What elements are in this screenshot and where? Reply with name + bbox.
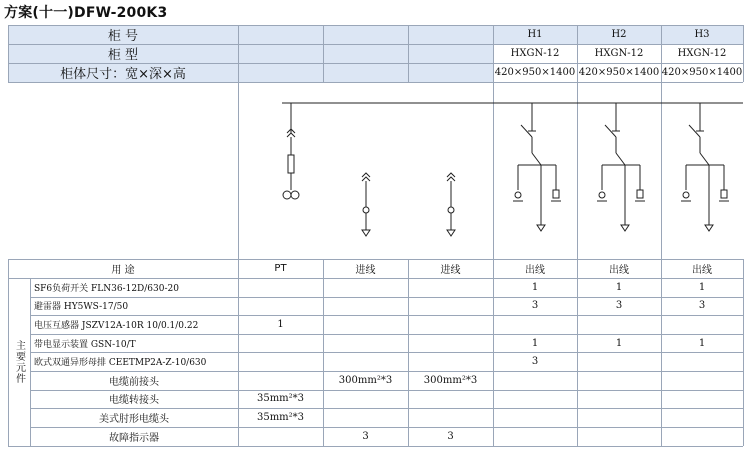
- component-value: 3: [698, 300, 706, 312]
- component-value: [577, 371, 661, 390]
- component-value: [661, 427, 743, 446]
- component-value: [408, 297, 493, 316]
- component-value: [493, 315, 577, 334]
- component-value: [493, 390, 577, 409]
- outgoing-h2-diagram: [597, 103, 645, 231]
- component-value: [661, 371, 743, 390]
- component-value: [661, 315, 743, 334]
- component-value: [238, 352, 323, 371]
- component-value: 1: [698, 337, 706, 349]
- incoming-line-2-diagram: [447, 173, 455, 236]
- component-value: [577, 315, 661, 334]
- component-value: 1: [277, 318, 284, 330]
- cabinet-no-h1: H1: [493, 25, 577, 44]
- usage-cell: 出线: [609, 265, 629, 276]
- component-value: [323, 334, 408, 353]
- pt-cabinet-diagram: [283, 103, 299, 199]
- component-value: 1: [615, 281, 623, 293]
- component-value: [493, 408, 577, 427]
- usage-cell: 进线: [355, 265, 376, 276]
- component-value: [408, 315, 493, 334]
- component-label: 避雷器 HY5WS-17/50: [34, 302, 129, 313]
- component-value: [577, 352, 661, 371]
- usage-cell: 出线: [692, 265, 712, 276]
- component-value: 3: [531, 300, 539, 312]
- component-label: 欧式双通异形母排 CEETMP2A-Z-10/630: [34, 358, 207, 369]
- component-value: 3: [531, 356, 539, 368]
- component-value: [493, 427, 577, 446]
- cabinet-type-h1: HXGN-12: [510, 48, 560, 59]
- component-value: [238, 371, 323, 390]
- component-value: [323, 390, 408, 409]
- component-label: 带电显示装置 GSN-10/T: [34, 339, 136, 350]
- component-value: [661, 390, 743, 409]
- component-value: [408, 278, 493, 297]
- component-value: [323, 408, 408, 427]
- page-title: 方案(十一)DFW-200K3: [4, 5, 168, 21]
- component-value: 1: [531, 281, 539, 293]
- component-value: [323, 315, 408, 334]
- component-value: [238, 427, 323, 446]
- dimensions-h3: 420×950×1400: [661, 67, 743, 78]
- component-value: 35mm²*3: [256, 411, 305, 423]
- component-value: 3: [447, 430, 454, 442]
- component-label: 美式肘形电缆头: [99, 413, 169, 425]
- cabinet-no-h3: H3: [661, 25, 743, 44]
- cabinet-no-h2: H2: [577, 25, 661, 44]
- component-value: [577, 390, 661, 409]
- component-value: 300mm²*3: [338, 374, 393, 386]
- usage-cell: 进线: [440, 265, 461, 276]
- single-line-diagram: [8, 25, 743, 259]
- component-value: [238, 334, 323, 353]
- component-value: 3: [615, 300, 623, 312]
- outgoing-h3-diagram: [681, 103, 729, 231]
- component-value: 35mm²*3: [256, 393, 305, 405]
- component-label: SF6负荷开关 FLN36-12D/630-20: [34, 283, 179, 294]
- cabinet-type-h3: HXGN-12: [677, 48, 727, 59]
- component-label: 电压互感器 JSZV12A-10R 10/0.1/0.22: [34, 320, 199, 331]
- component-label: 电缆转接头: [109, 395, 159, 407]
- header-label-cabinet-no: 柜 号: [8, 25, 238, 44]
- component-label: 故障指示器: [109, 432, 159, 444]
- component-value: [238, 297, 323, 316]
- component-value: [323, 297, 408, 316]
- header-label-dimensions: 柜体尺寸：宽×深×高: [8, 63, 238, 82]
- component-value: 1: [698, 281, 706, 293]
- dimensions-h2: 420×950×1400: [578, 67, 660, 78]
- outgoing-h1-diagram: [513, 103, 561, 231]
- component-value: 1: [615, 337, 623, 349]
- component-value: 1: [531, 337, 539, 349]
- component-value: [493, 371, 577, 390]
- usage-label: 用 途: [111, 265, 135, 276]
- component-label: 电缆前接头: [109, 376, 159, 388]
- component-value: [661, 408, 743, 427]
- dimensions-h1: 420×950×1400: [494, 67, 576, 78]
- side-label-main-components: 主要元件: [13, 340, 25, 384]
- component-value: [408, 408, 493, 427]
- header-label-cabinet-type: 柜 型: [8, 44, 238, 63]
- component-value: [661, 352, 743, 371]
- component-value: 3: [362, 430, 369, 442]
- component-value: [408, 352, 493, 371]
- usage-cell: PT: [274, 263, 287, 274]
- scheme-table: [8, 25, 743, 447]
- component-value: 300mm²*3: [423, 374, 478, 386]
- component-value: [323, 278, 408, 297]
- component-value: [323, 352, 408, 371]
- component-value: [408, 390, 493, 409]
- component-value: [577, 408, 661, 427]
- incoming-line-1-diagram: [362, 173, 370, 236]
- usage-cell: 出线: [525, 265, 545, 276]
- component-value: [238, 278, 323, 297]
- component-value: [577, 427, 661, 446]
- component-value: [408, 334, 493, 353]
- cabinet-type-h2: HXGN-12: [594, 48, 644, 59]
